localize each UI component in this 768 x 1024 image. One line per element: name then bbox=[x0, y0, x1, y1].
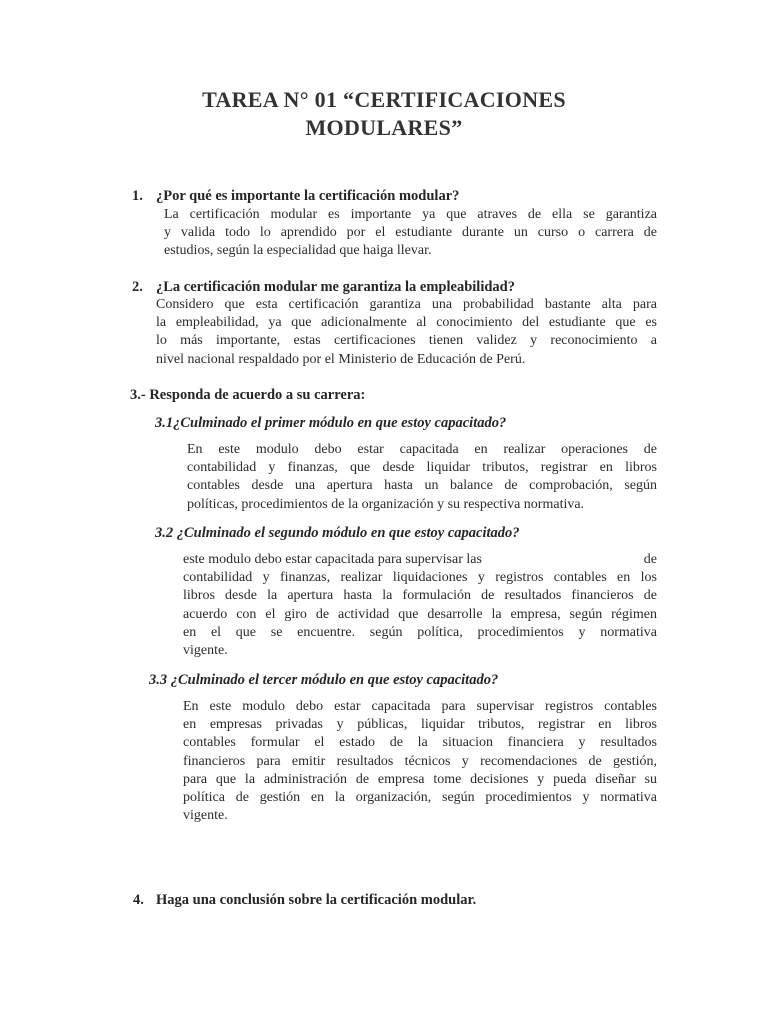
answer-3-1-line: contables desde una apertura hasta un balance de comprobación, según bbox=[187, 478, 657, 494]
answer-3-3 bbox=[183, 698, 657, 825]
title-line-1: TAREA N° 01 “CERTIFICACIONES bbox=[202, 87, 566, 112]
question-4-text: Haga una conclusión sobre la certificación modular. bbox=[156, 892, 477, 908]
answer-3-1-line: En este modulo debo estar capacitada en realizar operaciones de bbox=[187, 442, 657, 457]
answer-3-2-line: vigente. bbox=[183, 643, 228, 659]
answer-1-line: estudios, según la especialidad que haiga llevar. bbox=[164, 243, 432, 259]
answer-3-2-first-right: de bbox=[643, 552, 657, 567]
sub-question-3-2: 3.2 ¿Culminado el segundo módulo en que estoy capacitado? bbox=[155, 525, 520, 541]
question-2-text: ¿La certificación modular me garantiza la empleabilidad? bbox=[156, 279, 515, 295]
answer-3-3-line: política de gestión en la organización, según procedimientos y normativa bbox=[183, 790, 657, 806]
sub-question-3-1: 3.1¿Culminado el primer módulo en que estoy capacitado? bbox=[155, 415, 507, 431]
answer-3-1-line: contabilidad y finanzas, que desde liquidar tributos, registrar en libros bbox=[187, 460, 657, 476]
question-4-number: 4. bbox=[133, 892, 144, 908]
question-4-heading bbox=[133, 891, 476, 909]
answer-3-3-line: contables formular el estado de la situacion financiera y resultados bbox=[183, 735, 657, 751]
answer-3-2 bbox=[183, 551, 657, 660]
answer-2-line: nivel nacional respaldado por el Ministerio de Educación de Perú. bbox=[156, 351, 526, 367]
answer-1-line: y valida todo lo aprendido por el estudiante durante un curso o carrera de bbox=[164, 225, 657, 241]
question-3-heading: 3.- Responda de acuerdo a su carrera: bbox=[130, 387, 366, 403]
question-1-heading bbox=[132, 187, 459, 205]
question-1-text: ¿Por qué es importante la certificación modular? bbox=[156, 188, 460, 204]
question-2-number: 2. bbox=[132, 279, 143, 295]
answer-3-2-line: libros desde la apertura hasta la formulación de resultados financieros de bbox=[183, 588, 657, 604]
question-2-heading bbox=[132, 278, 515, 296]
answer-3-3-line: en empresas privadas y públicas, liquidar tributos, registrar en libros bbox=[183, 717, 657, 733]
answer-3-3-line: vigente. bbox=[183, 808, 228, 824]
question-1-number: 1. bbox=[132, 188, 143, 204]
sub-question-3-3: 3.3 ¿Culminado el tercer módulo en que estoy capacitado? bbox=[149, 672, 499, 688]
answer-3-2-line: acuerdo con el giro de actividad que desarrolle la empresa, según régimen bbox=[183, 606, 657, 622]
answer-1-line: La certificación modular es importante ya que atraves de ella se garantiza bbox=[164, 207, 657, 222]
answer-3-1 bbox=[187, 441, 657, 514]
answer-3-2-first-left: este modulo debo estar capacitada para supervisar las bbox=[183, 552, 482, 567]
answer-3-2-first-line bbox=[183, 551, 657, 569]
page-title bbox=[150, 86, 618, 142]
answer-1 bbox=[164, 206, 657, 261]
answer-2-line: la empleabilidad, ya que adicionalmente al conocimiento del estudiante que es bbox=[156, 315, 657, 331]
title-line-2: MODULARES” bbox=[305, 115, 463, 140]
answer-3-3-line: En este modulo debo estar capacitada para supervisar registros contables bbox=[183, 699, 657, 714]
answer-2-line: lo más importante, estas certificaciones tienen validez y reconocimiento a bbox=[156, 333, 657, 349]
answer-3-2-line: en el que se encuentre. según política, procedimientos y normativa bbox=[183, 624, 657, 640]
answer-3-1-line: políticas, procedimientos de la organización y su respectiva normativa. bbox=[187, 496, 585, 512]
answer-3-2-line: contabilidad y finanzas, realizar liquidaciones y registros contables en los bbox=[183, 570, 657, 586]
answer-3-3-line: para que la administración de empresa tome decisiones y pueda diseñar su bbox=[183, 771, 657, 787]
answer-2 bbox=[156, 296, 657, 369]
answer-2-line: Considero que esta certificación garantiza una probabilidad bastante alta para bbox=[156, 297, 657, 312]
answer-3-3-line: financieros para emitir resultados técnicos y recomendaciones de gestión, bbox=[183, 753, 657, 769]
